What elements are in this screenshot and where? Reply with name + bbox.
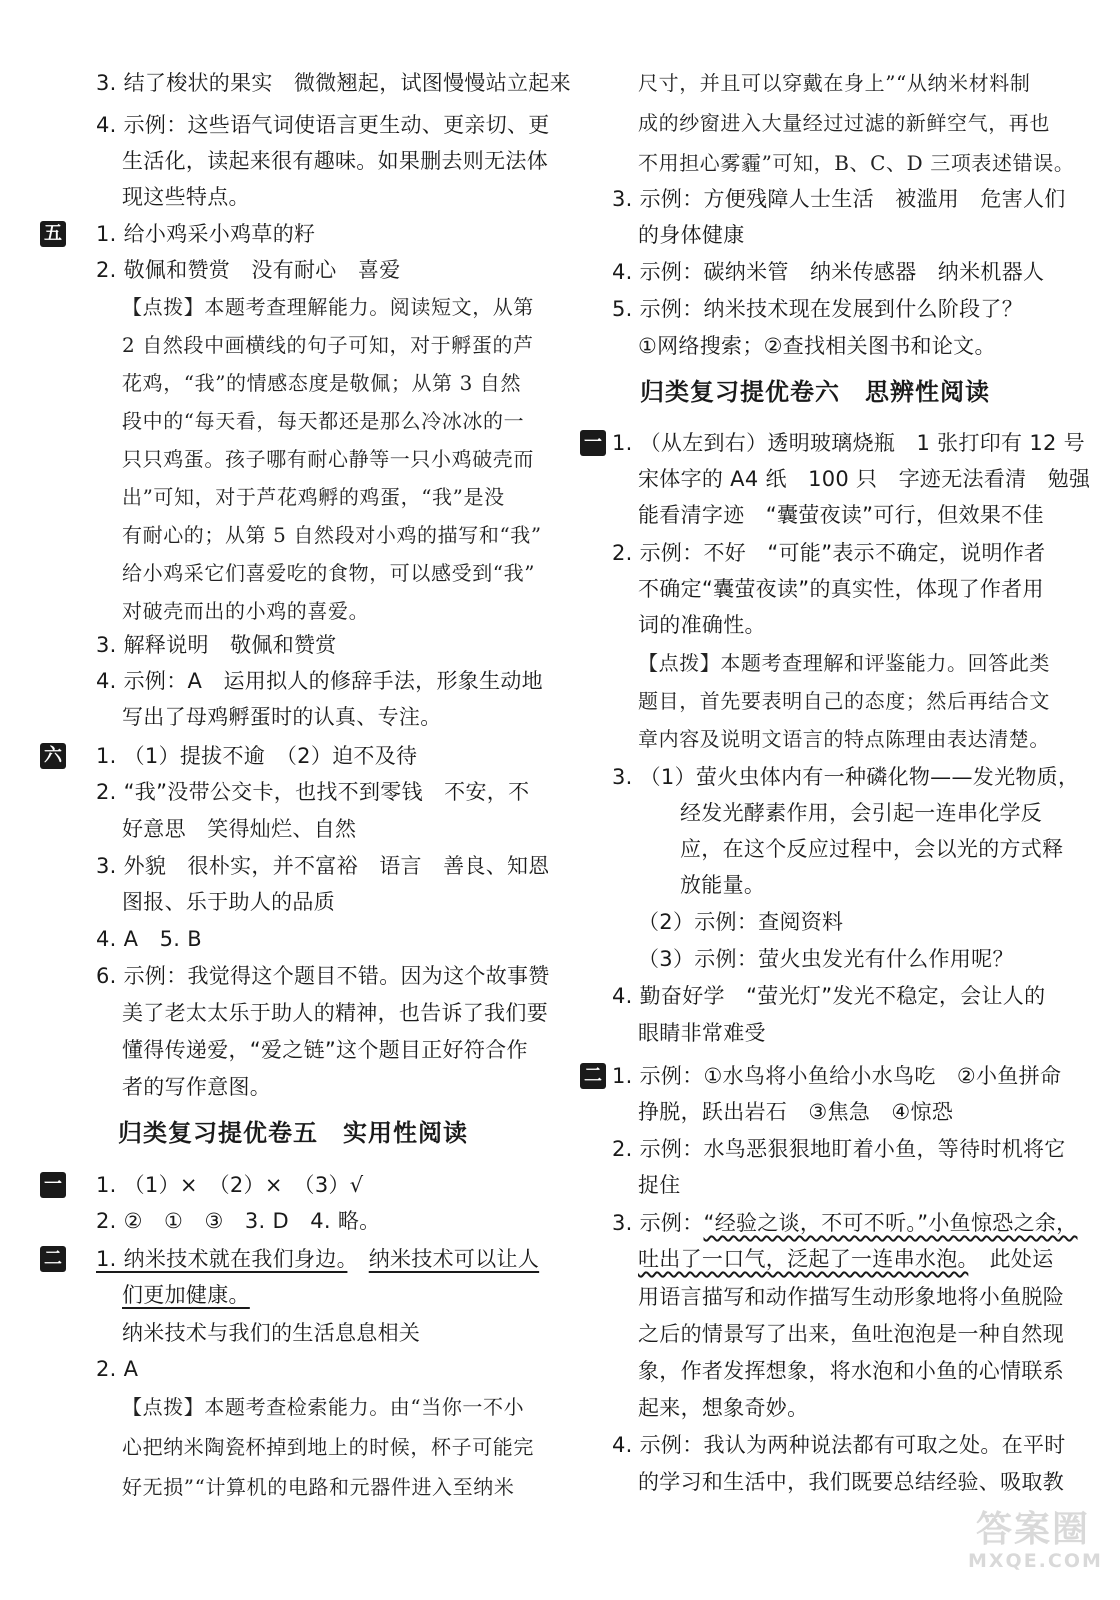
- tip-line: 【点拨】本题考查理解能力。阅读短文，从第: [122, 295, 534, 319]
- answer-line: 不确定“囊萤夜读”的真实性，体现了作者用: [638, 577, 1044, 601]
- answer-line: [612, 1208, 1077, 1238]
- section-badge-6: 六: [40, 743, 66, 769]
- answer-line: 挣脱，跃出岩石 ③焦急 ④惊恐: [638, 1100, 954, 1124]
- wavy-underlined-sentence: 吐出了一口气，泛起了一连串水泡。: [638, 1247, 969, 1271]
- watermark-logo-text: 答案圈: [975, 1509, 1090, 1550]
- tip-line: 心把纳米陶瓷杯掉到地上的时候，杯子可能完: [122, 1435, 534, 1459]
- tip-line: 成的纱窗进入大量经过过滤的新鲜空气，再也: [638, 111, 1050, 135]
- answer-line: 美了老太太乐于助人的精神，也告诉了我们要: [122, 1001, 548, 1025]
- underlined-sentence: 纳米技术可以让人: [368, 1247, 540, 1271]
- answer-line: 1. 示例：①水鸟将小鱼给小水鸟吃 ②小鱼拼命: [612, 1064, 1062, 1088]
- answer-line: [638, 1244, 1054, 1274]
- answer-line: 者的写作意图。: [122, 1075, 272, 1099]
- answer-line: 1. （1）提拔不逾 （2）迫不及待: [96, 744, 418, 768]
- tip-line: 出”可知，对于芦花鸡孵的鸡蛋，“我”是没: [122, 485, 505, 509]
- answer-line: 3. （1）萤火虫体内有一种磷化物——发光物质，: [612, 765, 1080, 789]
- section-badge-1: 一: [580, 430, 606, 456]
- underlined-sentence: 1. 纳米技术就在我们身边。: [96, 1247, 348, 1271]
- tip-line: 给小鸡采它们喜爱吃的食物，可以感受到“我”: [122, 561, 536, 585]
- underlined-sentence: 们更加健康。: [122, 1283, 250, 1307]
- answer-line: 能看清字迹 “囊萤夜读”可行，但效果不佳: [638, 503, 1044, 527]
- answer-line: 象，作者发挥想象，将水泡和小鱼的心情联系: [638, 1359, 1064, 1383]
- answer-line: 捉住: [638, 1173, 681, 1197]
- answer-line: 起来，想象奇妙。: [638, 1396, 809, 1420]
- answer-line: 5. 示例：纳米技术现在发展到什么阶段了？: [612, 297, 1024, 321]
- answer-line: （3）示例：萤火虫发光有什么作用呢？: [638, 947, 1014, 971]
- section-badge-5: 五: [40, 221, 66, 247]
- answer-line: 2. A: [96, 1357, 139, 1381]
- tip-line: 对破壳而出的小鸡的喜爱。: [122, 599, 370, 623]
- section-badge-1: 一: [40, 1172, 66, 1198]
- tip-line: 章内容及说明文语言的特点陈理由表达清楚。: [638, 727, 1050, 751]
- answer-line: 现这些特点。: [122, 185, 250, 209]
- answer-line: 1. （从左到右）透明玻璃烧瓶 1 张打印有 12 号: [612, 431, 1085, 455]
- answer-line: 纳米技术与我们的生活息息相关: [122, 1321, 421, 1345]
- section-badge-2: 二: [580, 1063, 606, 1089]
- tip-line: 花鸡，“我”的情感态度是敬佩；从第 3 自然: [122, 371, 522, 395]
- answer-line: 写出了母鸡孵蛋时的认真、专注。: [122, 705, 442, 729]
- section-title: 归类复习提优卷六 思辨性阅读: [640, 378, 990, 406]
- answer-line: 4. 示例：A 运用拟人的修辞手法，形象生动地: [96, 669, 543, 693]
- answer-line: 2. “我”没带公交卡，也找不到零钱 不安，不: [96, 780, 530, 804]
- answer-line: 4. A 5. B: [96, 927, 202, 951]
- answer-line: 应，在这个反应过程中，会以光的方式释: [680, 837, 1064, 861]
- answer-line: ①网络搜索；②查找相关图书和论文。: [638, 334, 996, 358]
- inline-text: 此处运: [989, 1247, 1054, 1271]
- answer-line: 经发光酵素作用，会引起一连串化学反: [680, 801, 1043, 825]
- answer-line: [122, 1280, 250, 1310]
- tip-line: 题目，首先要表明自己的态度；然后再结合文: [638, 689, 1050, 713]
- answer-line: 3. 结了梭状的果实 微微翘起，试图慢慢站立起来: [96, 71, 571, 95]
- tip-line: 好无损”“计算机的电路和元器件进入至纳米: [122, 1475, 515, 1499]
- item-prefix: 3. 示例：: [612, 1211, 704, 1235]
- section-title: 归类复习提优卷五 实用性阅读: [118, 1119, 468, 1147]
- tip-line: 尺寸，并且可以穿戴在身上”“从纳米材料制: [638, 71, 1031, 95]
- wavy-underlined-sentence: “经验之谈，不可不听。”小鱼惊恐之余，: [703, 1211, 1078, 1235]
- tip-line: 有耐心的；从第 5 自然段对小鸡的描写和“我”: [122, 523, 542, 547]
- tip-line: 【点拨】本题考查检索能力。由“当你一不小: [122, 1395, 525, 1419]
- answer-line: 4. 示例：碳纳米管 纳米传感器 纳米机器人: [612, 260, 1045, 284]
- answer-line: 好意思 笑得灿烂、自然: [122, 817, 357, 841]
- site-watermark: [968, 1509, 1103, 1580]
- answer-line: 懂得传递爱，“爱之链”这个题目正好符合作: [122, 1038, 528, 1062]
- answer-line: 放能量。: [680, 873, 766, 897]
- answer-line: 1. （1）× （2）× （3）√: [96, 1173, 364, 1197]
- answer-line: 3. 示例：方便残障人士生活 被滥用 危害人们: [612, 187, 1066, 211]
- watermark-url: MXQE.COM: [968, 1550, 1103, 1572]
- answer-line: 4. 勤奋好学 “萤光灯”发光不稳定，会让人的: [612, 984, 1046, 1008]
- answer-line: 生活化，读起来很有趣味。如果删去则无法体: [122, 149, 548, 173]
- answer-line: 用语言描写和动作描写生动形象地将小鱼脱险: [638, 1285, 1064, 1309]
- answer-line: （2）示例：查阅资料: [638, 910, 844, 934]
- tip-line: 【点拨】本题考查理解和评鉴能力。回答此类: [638, 651, 1050, 675]
- tip-line: 段中的“每天看，每天都还是那么冷冰冰的一: [122, 409, 525, 433]
- tip-line: 只只鸡蛋。孩子哪有耐心静等一只小鸡破壳而: [122, 447, 534, 471]
- answer-line: 2. 示例：水鸟恶狠狠地盯着小鱼，等待时机将它: [612, 1137, 1066, 1161]
- answer-line: 图报、乐于助人的品质: [122, 890, 335, 914]
- section-badge-2: 二: [40, 1246, 66, 1272]
- answer-line: 2. 示例：不好 “可能”表示不确定，说明作者: [612, 541, 1046, 565]
- answer-line: 1. 给小鸡采小鸡草的籽: [96, 222, 316, 246]
- answer-line: 6. 示例：我觉得这个题目不错。因为这个故事赞: [96, 964, 550, 988]
- answer-line: 4. 示例：这些语气词使语言更生动、更亲切、更: [96, 113, 550, 137]
- answer-line: 3. 解释说明 敬佩和赞赏: [96, 633, 337, 657]
- answer-line: 3. 外貌 很朴实，并不富裕 语言 善良、知恩: [96, 854, 550, 878]
- answer-line: 2. 敬佩和赞赏 没有耐心 喜爱: [96, 258, 401, 282]
- answer-line: 眼睛非常难受: [638, 1021, 766, 1045]
- answer-line: 4. 示例：我认为两种说法都有可取之处。在平时: [612, 1433, 1066, 1457]
- answer-line: 词的准确性。: [638, 613, 766, 637]
- answer-line: 的身体健康: [638, 223, 745, 247]
- tip-line: 不用担心雾霾”可知，B、C、D 三项表述错误。: [638, 151, 1075, 175]
- answer-line: [96, 1244, 539, 1274]
- answer-line: 宋体字的 A4 纸 100 只 字迹无法看清 勉强: [638, 467, 1091, 491]
- answer-line: 2. ② ① ③ 3. D 4. 略。: [96, 1209, 381, 1233]
- answer-line: 之后的情景写了出来，鱼吐泡泡是一种自然现: [638, 1322, 1064, 1346]
- answer-line: 的学习和生活中，我们既要总结经验、吸取教: [638, 1470, 1064, 1494]
- tip-line: 2 自然段中画横线的句子可知，对于孵蛋的芦: [122, 333, 534, 357]
